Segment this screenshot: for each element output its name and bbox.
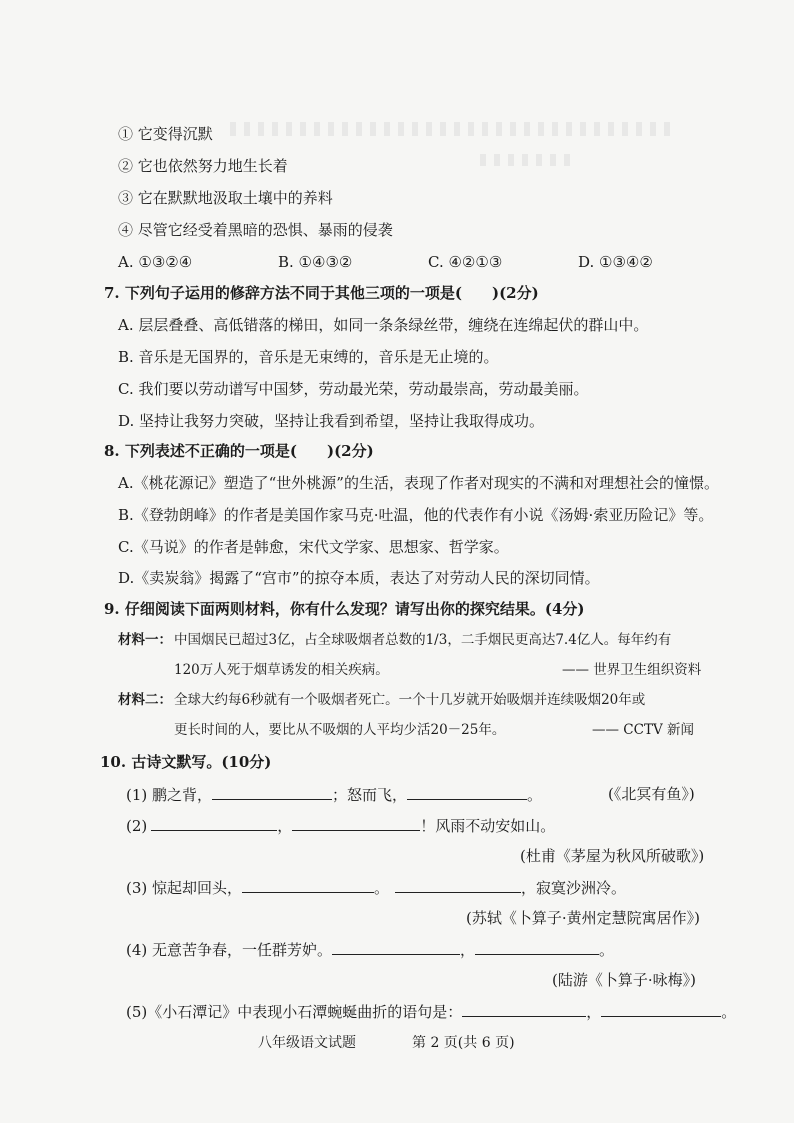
poem-1-text-a: (1) 鹏之背， xyxy=(126,786,213,804)
q7-option-d: D. 坚持让我努力突破，坚持让我看到希望，坚持让我取得成功。 xyxy=(118,412,545,430)
poem-2-text-c: ！风雨不动安如山。 xyxy=(420,817,556,835)
q8-stem: 8. 下列表述不正确的一项是( )(2分) xyxy=(104,442,374,460)
poem-3-source: (苏轼《卜算子·黄州定慧院寓居作》) xyxy=(466,909,700,927)
q6-item-2: ② 它也依然努力地生长着 xyxy=(118,157,288,175)
q10-stem: 10. 古诗文默写。(10分) xyxy=(100,753,272,771)
poem-2-source: (杜甫《茅屋为秋风所破歌》) xyxy=(520,847,705,865)
q7-stem: 7. 下列句子运用的修辞方法不同于其他三项的一项是( )(2分) xyxy=(104,284,539,302)
q7-option-a: A. 层层叠叠、高低错落的梯田，如同一条条绿丝带，缠绕在连绵起伏的群山中。 xyxy=(118,316,649,334)
poem-1-text-b: ；怒而飞， xyxy=(332,786,408,804)
poem-2 xyxy=(126,815,555,836)
q8-option-d: D.《卖炭翁》揭露了“宫市”的掠夺本质，表达了对劳动人民的深切同情。 xyxy=(118,569,600,587)
poem-5 xyxy=(126,1001,736,1022)
poem-4-text-c: 。 xyxy=(599,941,615,959)
poem-3 xyxy=(126,877,626,898)
q7-option-c: C. 我们要以劳动谱写中国梦，劳动最光荣，劳动最崇高，劳动最美丽。 xyxy=(118,380,589,398)
poem-1-source: (《北冥有鱼》) xyxy=(608,785,695,803)
poem-1-text-c: 。 xyxy=(527,786,543,804)
q8-option-b: B.《登勃朗峰》的作者是美国作家马克·吐温，他的代表作有小说《汤姆·索亚历险记》等。 xyxy=(118,506,714,524)
q6-item-1: ① 它变得沉默 xyxy=(118,125,213,143)
poem-4 xyxy=(126,939,614,960)
q7-option-b: B. 音乐是无国界的，音乐是无束缚的，音乐是无止境的。 xyxy=(118,348,499,366)
bleed-through-text xyxy=(480,154,570,166)
answer-blank[interactable] xyxy=(475,939,599,955)
poem-4-text-a: (4) 无意苦争春，一任群芳妒。 xyxy=(126,941,333,959)
q6-choice-c: C. ④②①③ xyxy=(428,253,503,271)
answer-blank[interactable] xyxy=(332,939,460,955)
q6-choice-d: D. ①③④② xyxy=(578,253,653,271)
material-1-source: —— 世界卫生组织资料 xyxy=(562,662,702,678)
answer-blank[interactable] xyxy=(151,815,277,831)
material-2-line-1: 全球大约每6秒就有一个吸烟者死亡。一个十几岁就开始吸烟并连续吸烟20年或 xyxy=(174,692,646,708)
q6-item-3: ③ 它在默默地汲取土壤中的养料 xyxy=(118,189,333,207)
answer-blank[interactable] xyxy=(601,1001,721,1017)
material-1-line-2: 120万人死于烟草诱发的相关疾病。 xyxy=(174,662,389,678)
bleed-through-text xyxy=(230,122,670,136)
poem-3-text-c: ，寂寞沙洲冷。 xyxy=(521,879,627,897)
q6-choice-a: A. ①③②④ xyxy=(118,253,193,271)
answer-blank[interactable] xyxy=(292,815,420,831)
answer-blank[interactable] xyxy=(407,784,527,800)
answer-blank[interactable] xyxy=(462,1001,586,1017)
answer-blank[interactable] xyxy=(212,784,332,800)
q8-option-a: A.《桃花源记》塑造了“世外桃源”的生活，表现了作者对现实的不满和对理想社会的憧憬。 xyxy=(118,474,719,492)
material-2-label: 材料二： xyxy=(118,692,172,708)
poem-3-text-a: (3) 惊起却回头， xyxy=(126,879,243,897)
q6-item-4: ④ 尽管它经受着黑暗的恐惧、暴雨的侵袭 xyxy=(118,221,393,239)
poem-4-text-b: ， xyxy=(460,941,476,959)
q9-stem: 9. 仔细阅读下面两则材料，你有什么发现？请写出你的探究结果。(4分) xyxy=(104,600,585,618)
poem-4-source: (陆游《卜算子·咏梅》) xyxy=(552,971,696,989)
q6-choice-b: B. ①④③② xyxy=(278,253,353,271)
poem-3-text-b: 。 xyxy=(374,879,390,897)
poem-2-text-b: ， xyxy=(277,817,293,835)
answer-blank[interactable] xyxy=(242,877,374,893)
poem-5-text-b: ， xyxy=(586,1003,602,1021)
footer-page-number: 第 2 页(共 6 页) xyxy=(412,1035,515,1051)
material-1-label: 材料一： xyxy=(118,632,172,648)
answer-blank[interactable] xyxy=(395,877,521,893)
q8-option-c: C.《马说》的作者是韩愈，宋代文学家、思想家、哲学家。 xyxy=(118,538,509,556)
footer-title: 八年级语文试题 xyxy=(258,1035,356,1051)
material-2-source: —— CCTV 新闻 xyxy=(592,722,694,738)
poem-5-text-a: (5)《小石潭记》中表现小石潭蜿蜒曲折的语句是： xyxy=(126,1003,463,1021)
poem-1 xyxy=(126,784,542,805)
material-2-line-2: 更长时间的人，要比从不吸烟的人平均少活20－25年。 xyxy=(174,722,506,738)
poem-2-text-a: (2) xyxy=(126,817,148,835)
poem-5-text-c: 。 xyxy=(721,1003,737,1021)
material-1-line-1: 中国烟民已超过3亿，占全球吸烟者总数的1/3，二手烟民更高达7.4亿人。每年约有 xyxy=(174,632,672,648)
